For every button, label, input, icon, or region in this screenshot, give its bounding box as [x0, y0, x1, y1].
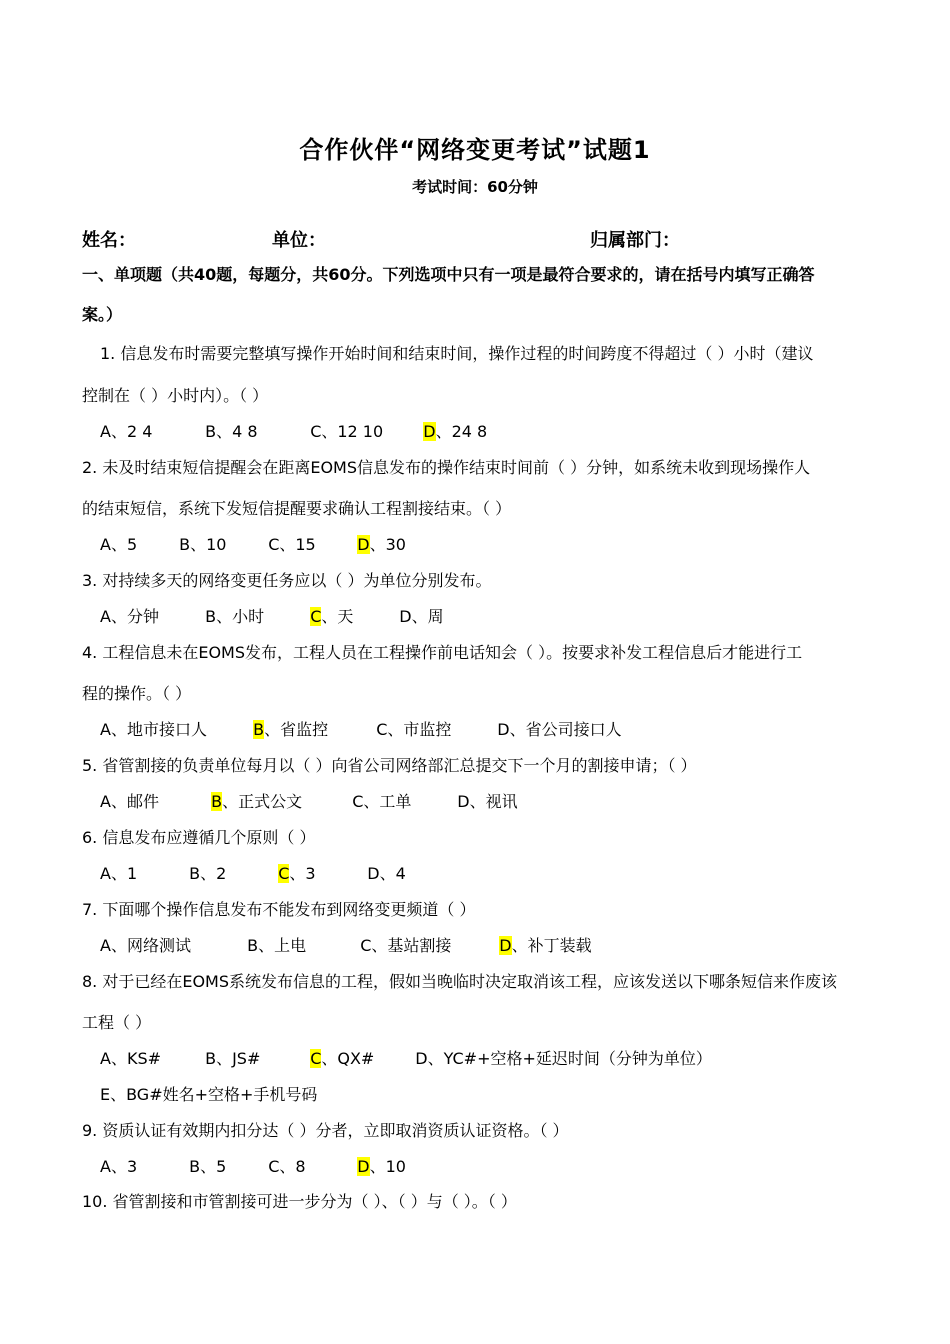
question-5-options [100, 789, 518, 812]
option-a: A、5 [100, 535, 138, 554]
option-b: B、5 [189, 1157, 227, 1176]
option-b: B、上电 [247, 936, 307, 955]
question-2-text: 2. 未及时结束短信提醒会在距离EOMS信息发布的操作结束时间前（ ）分钟，如系统未收到现场操作人 [82, 458, 811, 477]
option-a: A、分钟 [100, 607, 159, 626]
question-8-text: 8. 对于已经在EOMS系统发布信息的工程，假如当晚临时决定取消该工程，应该发送以下哪条短信来作废该 [82, 972, 838, 991]
option-d-text: 、24 8 [435, 422, 488, 441]
option-c-text: 、QX# [321, 1049, 375, 1068]
option-b-answer [253, 717, 371, 740]
option-a: A、地市接口人 [100, 720, 207, 739]
question-2-options [100, 532, 406, 555]
question-1-text-cont: 控制在（ ）小时内）。（ ） [82, 386, 269, 405]
exam-duration: 考试时间：60分钟 [412, 178, 538, 196]
answer-highlight: D [357, 535, 370, 554]
option-c: C、12 10 [310, 422, 384, 441]
option-b-text: 、正式公文 [222, 792, 303, 811]
option-d: D、YC#+空格+延迟时间（分钟为单位） [415, 1049, 712, 1068]
answer-highlight: C [278, 864, 290, 883]
department-label: 归属部门： [590, 230, 680, 251]
question-3-options [100, 604, 444, 627]
option-a: A、网络测试 [100, 936, 191, 955]
option-c-answer [278, 861, 362, 884]
option-d-answer [357, 1154, 406, 1177]
answer-highlight: D [499, 936, 512, 955]
question-6-text: 6. 信息发布应遵循几个原则（ ） [82, 828, 316, 847]
option-c: C、8 [268, 1157, 306, 1176]
question-7-options [100, 933, 592, 956]
option-b-answer [211, 789, 347, 812]
option-d-text: 、补丁装载 [511, 936, 592, 955]
option-d-text: 、30 [369, 535, 406, 554]
question-10-text: 10. 省管割接和市管割接可进一步分为（ ）、（ ）与（ ）。（ ） [82, 1192, 517, 1211]
option-a: A、1 [100, 864, 138, 883]
answer-highlight: B [253, 720, 265, 739]
option-a: A、邮件 [100, 792, 159, 811]
option-c: C、基站割接 [360, 936, 452, 955]
option-d: D、周 [399, 607, 444, 626]
answer-highlight: C [310, 1049, 322, 1068]
option-d-text: 、10 [369, 1157, 406, 1176]
question-7-text: 7. 下面哪个操作信息发布不能发布到网络变更频道（ ） [82, 900, 476, 919]
option-c-answer [310, 604, 394, 627]
question-1-options [100, 419, 487, 442]
question-2-text-cont: 的结束短信，系统下发短信提醒要求确认工程割接结束。（ ） [82, 499, 512, 518]
answer-highlight: D [423, 422, 436, 441]
answer-highlight: C [310, 607, 322, 626]
question-3-text: 3. 对持续多天的网络变更任务应以（ ）为单位分别发布。 [82, 571, 492, 590]
question-8-option-e: E、BG#姓名+空格+手机号码 [100, 1085, 318, 1104]
question-8-options [100, 1046, 712, 1069]
option-d: D、视讯 [457, 792, 518, 811]
answer-highlight: B [211, 792, 223, 811]
question-8-text-cont: 工程（ ） [82, 1013, 152, 1032]
question-6-options [100, 861, 406, 884]
option-c-answer [310, 1046, 410, 1069]
section-heading-line1: 一、单项题（共40题，每题分，共60分。下列选项中只有一项是最符合要求的，请在括号内填写正确答 [82, 265, 815, 284]
option-c: C、市监控 [376, 720, 452, 739]
question-4-options [100, 717, 622, 740]
section-heading-line2: 案。） [82, 305, 123, 324]
option-b: B、JS# [205, 1049, 261, 1068]
exam-title: 合作伙伴“网络变更考试”试题1 [299, 136, 651, 164]
option-b: B、2 [189, 864, 227, 883]
question-4-text: 4. 工程信息未在EOMS发布，工程人员在工程操作前电话知会（ ）。按要求补发工程信息后才能进行工 [82, 643, 803, 662]
unit-label: 单位： [272, 230, 326, 251]
option-d: D、省公司接口人 [497, 720, 622, 739]
question-1-text: 1. 信息发布时需要完整填写操作开始时间和结束时间，操作过程的时间跨度不得超过（ ）小时（建议 [100, 344, 814, 363]
answer-highlight: D [357, 1157, 370, 1176]
question-4-text-cont: 程的操作。（ ） [82, 684, 192, 703]
option-b: B、小时 [205, 607, 265, 626]
option-b: B、4 8 [205, 422, 258, 441]
option-a: A、3 [100, 1157, 138, 1176]
option-d: D、4 [367, 864, 406, 883]
option-a: A、2 4 [100, 422, 153, 441]
question-9-options [100, 1154, 406, 1177]
option-b: B、10 [179, 535, 227, 554]
section-heading [82, 255, 872, 335]
name-label: 姓名： [82, 230, 136, 251]
question-5-text: 5. 省管割接的负责单位每月以（ ）向省公司网络部汇总提交下一个月的割接申请；（ ） [82, 756, 697, 775]
option-a: A、KS# [100, 1049, 162, 1068]
option-c-text: 、天 [321, 607, 354, 626]
option-d-answer [499, 933, 591, 956]
option-c-text: 、3 [289, 864, 316, 883]
option-b-text: 、省监控 [264, 720, 329, 739]
option-d-answer [357, 532, 406, 555]
option-c: C、工单 [352, 792, 412, 811]
question-9-text: 9. 资质认证有效期内扣分达（ ）分者，立即取消资质认证资格。（ ） [82, 1121, 569, 1140]
option-d-answer [423, 419, 487, 442]
option-c: C、15 [268, 535, 316, 554]
